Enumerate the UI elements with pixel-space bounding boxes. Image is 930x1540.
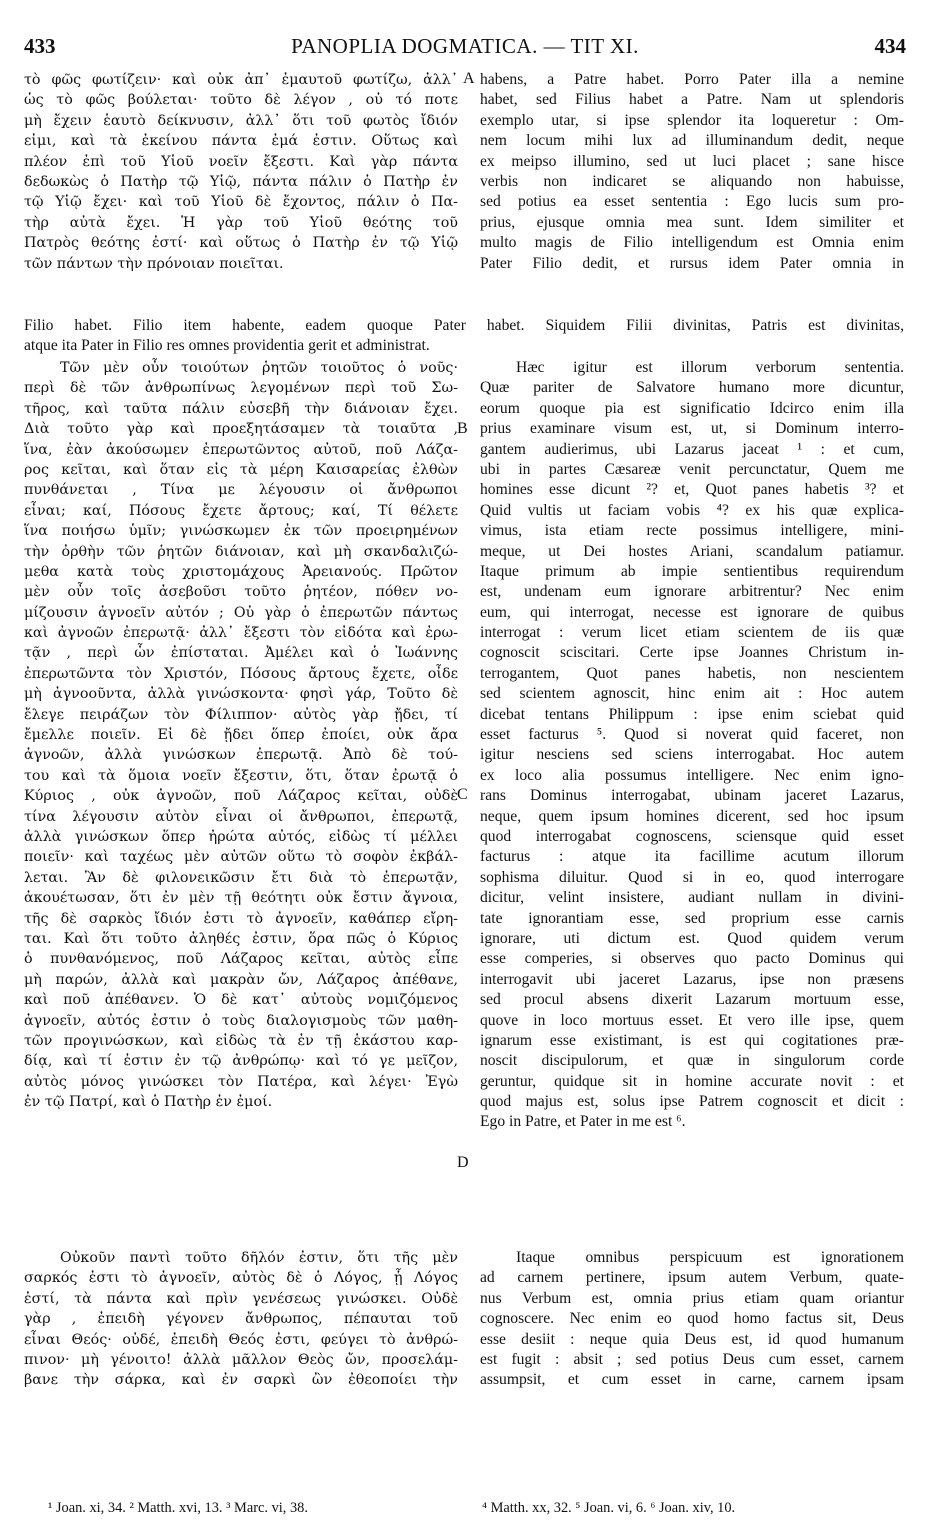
text-line: τῆρος, καὶ ταῦτα πάλιν εὐσεβῆ τὴν διάνοιαν ἔχει.	[24, 400, 458, 417]
text-line: ubi in partes Cæsareæ venit percunctatur, Quem me	[480, 460, 904, 478]
footnotes-right: ⁴ Matth. xx, 32. ⁵ Joan. vi, 6. ⁶ Joan. xiv, 10.	[482, 1500, 736, 1516]
text-line: ἐν τῷ Πατρί, καὶ ὁ Πατὴρ ἐν ἐμοί.	[24, 1094, 273, 1111]
text-line: ex meipso illumino, sed ut luci placet ; sane hisce	[480, 152, 904, 170]
page-header	[24, 34, 906, 60]
footnotes-left: ¹ Joan. xi, 34. ² Matth. xvi, 13. ³ Marc. vi, 38.	[48, 1500, 308, 1516]
text-line: vimus, ista etiam recte possimus intelligere, mini-	[480, 522, 904, 540]
text-line: μὲν οὖν τοῖς ἀσεβοῦσι τοῦτο ῥητέον, πόθεν νο-	[24, 584, 458, 601]
text-line: πινον· μὴ γένοιτο! ἀλλὰ μᾶλλον Θεὸς ὤν, προσελάμ-	[24, 1351, 458, 1368]
text-line: est, undenam eum ignorare arbitrentur? Nec enim	[480, 583, 904, 601]
text-line: assumpsit, et cum esset in carne, carnem ipsam	[480, 1371, 904, 1389]
text-line: τὸ φῶς φωτίζειν· καὶ οὐκ ἀπ᾽ ἐμαυτοῦ φωτίζω, ἀλλ᾽	[24, 72, 458, 88]
text-line: Οὐκοῦν παντὶ τοῦτο δῆλόν ἐστιν, ὅτι τῆς μὲν	[60, 1250, 458, 1266]
text-line: multo magis de Filio intelligendum est Omnia enim	[480, 234, 904, 252]
text-line: ἀγνοεῖν, αὐτός ἐστιν ὁ τοὺς διαλογισμοὺς τῶν μαθη-	[24, 1012, 458, 1029]
text-line: meque, ut Dei hostes Ariani, scandalum patiamur.	[480, 542, 904, 560]
text-line: καὶ ποῦ ἀπέθανεν. Ὁ δὲ κατ᾽ αὐτοὺς νομιζόμενος	[24, 992, 458, 1009]
text-line: αὐτὸς μόνος γινώσκει τὸν Πατέρα, καὶ λέγει· Ἐγὼ	[24, 1073, 458, 1090]
text-line: Τῶν μὲν οὖν τοιούτων ῥητῶν τοιοῦτος ὁ νοῦς·	[60, 360, 458, 376]
greek-column-main	[24, 358, 458, 1112]
text-line: τῶν προγινώσκων, καὶ εἰδὼς τὰ ἐν τῇ ἑκάστου καρ-	[24, 1032, 458, 1049]
text-line: exemplo utar, si ipse splendor ita loqueretur : Om-	[480, 111, 904, 129]
text-line: τὴρ αὐτὰ ἔχει. Ἡ γὰρ τοῦ Υἱοῦ θεότης τοῦ	[24, 214, 458, 231]
text-line: esset facturus ⁵. Quod si noverat quid faceret, non	[480, 726, 904, 744]
text-line: Itaque omnibus perspicuum est ignorationem	[516, 1249, 904, 1266]
text-line: ignarum esse existimant, is est qui cogitationes præ-	[480, 1031, 904, 1049]
text-line: σαρκός ἐστι τὸ ἀγνοεῖν, αὐτὸς δὲ ὁ Λόγος, ᾗ Λόγος	[24, 1270, 458, 1287]
text-line: ἐστί, τὰ πάντα καὶ πρὶν γενέσεως γινώσκει. Οὐδὲ	[24, 1290, 458, 1307]
page-number-left: 433	[24, 34, 56, 58]
text-line: sophisma diluitur. Quod si in eo, quod interrogare	[480, 868, 904, 886]
text-line: quod majus est, solus ipse Patrem cognoscit et dicit :	[480, 1093, 904, 1111]
text-line: verbis non indicaret se aliquando non habuisse,	[480, 172, 904, 190]
text-line: ρος κεῖται, καὶ ὅταν εἰς τὰ μέρη Καισαρείας ἐλθὼν	[24, 461, 458, 478]
page-number-right: 434	[874, 34, 906, 58]
text-line: Διὰ τοῦτο γὰρ καὶ προεξητάσαμεν τὰ τοιαῦτα ,	[24, 421, 458, 438]
text-line: terrogantem, Quot panes habetis, non nescientem	[480, 664, 904, 682]
text-line: eorum quoque pia est significatio Idcirco enim illa	[480, 399, 904, 417]
text-line: noscit discipulorum, et quæ in singulorum corde	[480, 1052, 904, 1070]
text-line: homines esse dicunt ²? et, Quot panes habetis ³? et	[480, 481, 904, 499]
text-line: περὶ δὲ τῶν ἀνθρωπίνως λεγομένων περὶ τοῦ Σω-	[24, 380, 458, 397]
text-line: ἀγνοῶν, ἀλλὰ γινώσκων ἐπερωτᾷ. Ἀπὸ δὲ τού-	[24, 747, 458, 764]
text-line: εἶναι Θεός· οὐδέ, ἐπειδὴ Θεός ἐστι, φεύγει τὸ ἀνθρώ-	[24, 1331, 458, 1348]
text-line: ἵνα ποιήσω ὑμῖν; γινώσκωμεν ἐκ τῶν προειρημένων	[24, 523, 458, 540]
margin-marker-a: A	[463, 70, 475, 87]
text-line: πυνθάνεται , Τίνα με λέγουσιν οἱ ἄνθρωποι	[24, 482, 458, 499]
margin-marker-d: D	[457, 1154, 469, 1171]
text-line: μὴ παρών, ἀλλὰ καὶ μακρὰν ὤν, Λάζαρος ἀπέθανε,	[24, 971, 458, 988]
latin-full-width-text	[24, 316, 904, 357]
text-line: interrogavit ubi jaceret Lazarus, ipse non præsens	[480, 970, 904, 988]
text-line: ἀλλὰ γινώσκων ὅπερ ἠρώτα αὐτός, εἰδὼς τί μέλλει	[24, 828, 458, 845]
text-line: τῶν πάντων τὴν πρόνοιαν ποιεῖται.	[24, 255, 284, 272]
text-line: λεται. Ἂν δὲ φιλονεικῶσιν ἔτι διὰ τὸ ἐπερωτᾷν,	[24, 869, 458, 886]
text-line: geruntur, quidque sit in homine accurate novit : et	[480, 1072, 904, 1090]
text-line: Ego in Patre, et Pater in me est ⁶.	[480, 1113, 686, 1131]
text-line: ἔλεγε πειράζων τὸν Φίλιππον· αὐτὸς γὰρ ᾔδει, τί	[24, 706, 458, 723]
text-line: μίζουσιν ἀγνοεῖν αὐτόν ; Οὐ γὰρ ὁ ἐπερωτῶν πάντως	[24, 604, 458, 621]
text-line: ὁ πυνθανόμενος, ποῦ Λάζαρος κεῖται, αὐτὸς εἶπε	[24, 951, 458, 968]
text-line: esse comperies, si observes quo pacto Dominus qui	[480, 950, 904, 968]
margin-marker-b: B	[457, 420, 468, 437]
text-line: facturus : atque ita facillime acutum illorum	[480, 848, 904, 866]
text-line: esse desiit : neque quia Deus est, id quod humanum	[480, 1330, 904, 1348]
text-line: τὴν ὀρθὴν τῶν ῥητῶν διάνοιαν, καὶ μὴ σκανδαλιζώ-	[24, 543, 458, 560]
text-line: ἵνα, ἐὰν ἀκούσωμεν ἐπερωτῶντος αὐτοῦ, ποῦ Λάζα-	[24, 441, 458, 458]
text-line: gantem audierimus, ubi Lazarus jaceat ¹ : et cum,	[480, 440, 904, 458]
text-line: prius examinare visum est, ut, si Dominum interro-	[480, 420, 904, 438]
text-line: interrogat : verum licet etiam scientem de iis quæ	[480, 624, 904, 642]
text-line: dicebat tentans Philippum : ipse enim sciebat quid	[480, 705, 904, 723]
text-line: Hæc igitur est illorum verborum sententia.	[516, 359, 904, 376]
text-line: τᾷν , περὶ ὧν ἐπίσταται. Ἀμέλει καὶ ὁ Ἰωάννης	[24, 645, 458, 662]
text-line: τίνα λέγουσιν αὐτὸν εἶναι οἱ ἄνθρωποι, ἐπερωτᾷ,	[24, 808, 458, 825]
text-line: rans Dominus interrogabat, ubinam jaceret Lazarus,	[480, 787, 904, 805]
margin-marker-c: C	[457, 786, 468, 803]
text-line: μεθα κατὰ τοὺς χριστομάχους Ἀρειανούς. Πρῶτον	[24, 563, 458, 580]
greek-column-last	[24, 1248, 458, 1391]
latin-column-last	[480, 1248, 904, 1391]
text-line: τῆς δὲ σαρκὸς ἴδιόν ἐστι τὸ ἀγνοεῖν, καθάπερ εἴρη-	[24, 910, 458, 927]
text-line: ποιεῖν· καὶ ταχέως μὲν αὐτῶν οὕτω τὸ σοφὸν ἐκβάλ-	[24, 849, 458, 866]
text-line: quod interrogabat cognoscens, sciensque quid esset	[480, 827, 904, 845]
text-line: Κύριος , οὐκ ἀγνοῶν, ποῦ Λάζαρος κεῖται, οὐδὲ	[24, 788, 458, 805]
text-line: τῷ Υἱῷ ἔχει· καὶ τοῦ Υἱοῦ δὲ ἔχοντος, πάλιν ὁ Πα-	[24, 194, 458, 211]
text-line: neque, quem ipsum homines dicerent, sed hoc ipsum	[480, 807, 904, 825]
text-line: μὴ ἀγνοοῦντα, ἀλλὰ γινώσκοντα· φησὶ γάρ, Τοῦτο δὲ	[24, 686, 458, 703]
text-line: quove in loco mortuus esset. Et vero ille ipse, quem	[480, 1011, 904, 1029]
text-line: ad carnem pertinere, ipsum autem Verbum, quate-	[480, 1269, 904, 1287]
text-line: ignorare, uti dictum est. Quod quidem verum	[480, 929, 904, 947]
text-line: habet, sed Filius habet a Patre. Nam ut splendoris	[480, 91, 904, 109]
text-line: ὡς τὸ φῶς βούλεται· τοῦτο δὲ λέγον , οὐ τό ποτε	[24, 92, 458, 109]
text-line: ται. Καὶ ὅτι τοῦτο ἀληθές ἐστιν, ὅρα πῶς ὁ Κύριος	[24, 930, 458, 947]
text-line: atque ita Pater in Filio res omnes providentia gerit et administrat.	[24, 337, 430, 355]
text-line: Itaque primum ab impie sentientibus requirendum	[480, 562, 904, 580]
text-line: δίᾳ, καὶ τί ἐστιν ἐν τῷ ἀνθρώπῳ· καὶ τό γε μεῖζον,	[24, 1053, 458, 1070]
latin-column-top	[480, 70, 904, 274]
text-line: εἶναι; καί, Πόσους ἔχετε ἄρτους; καί, Τί θέλετε	[24, 502, 458, 519]
text-line: nem locum mihi lux ad illuminandum dedit, neque	[480, 132, 904, 150]
text-line: prius, ejusque omnia mea sunt. Idem similiter et	[480, 213, 904, 231]
text-line: καὶ ἀγνοῶν ἐπερωτᾷ· ἀλλ᾽ ἔξεστι τὸν εἰδότα καὶ ἐρω-	[24, 625, 458, 642]
text-line: Pater Filio dedit, et rursus idem Pater omnia in	[480, 254, 904, 272]
text-line: ἔμελλε ποιεῖν. Εἰ δὲ ᾔδει ὅπερ ἐποίει, οὐκ ἄρα	[24, 727, 458, 744]
text-line: dicitur, velint insistere, audiant nullam in divini-	[480, 889, 904, 907]
text-line: εἰμι, καὶ τὰ ἐκείνου πάντα ἐμά ἐστιν. Οὕτως καὶ	[24, 133, 458, 150]
text-line: βανε τὴν σάρκα, καὶ ἐν σαρκὶ ὢν ἐθεοποίει τὴν	[24, 1372, 458, 1389]
text-line: cognoscit sciscitari. Certe ipse Joannes Christum in-	[480, 644, 904, 662]
greek-column-top	[24, 70, 458, 274]
text-line: Quæ pariter de Salvatore humano more dicuntur,	[480, 379, 904, 397]
text-line: sed procul absens dixerit Lazarum mortuum esse,	[480, 991, 904, 1009]
text-line: πλέον ἐπὶ τοῦ Υἱοῦ νοεῖν ἔξεστι. Καὶ γὰρ πάντα	[24, 153, 458, 170]
text-line: sed scientem agnoscit, hinc enim ait : Hoc autem	[480, 685, 904, 703]
text-line: του καὶ τὰ ὅμοια νοεῖν ἔξεστιν, ὅτι, ὅταν ἐρωτᾷ ὁ	[24, 767, 458, 784]
text-line: γὰρ , ἐπειδὴ γέγονεν ἄνθρωπος, πέπαυται τοῦ	[24, 1311, 458, 1328]
text-line: ἀκουέτωσαν, ὅτι ἐν μὲν τῇ θεότητι οὐκ ἔστιν ἄγνοια,	[24, 890, 458, 907]
text-line: eum, qui interrogat, necesse est ignorare de quibus	[480, 603, 904, 621]
text-line: nus Verbum est, omnia prius etiam quam oriantur	[480, 1289, 904, 1307]
text-line: ex loco alia possumus intelligere. Nec enim igno-	[480, 766, 904, 784]
text-line: Filio habet. Filio item habente, eadem quoque Pater habet. Siquidem Filii divinitas, Patris est divinitas,	[24, 317, 904, 334]
latin-column-main	[480, 358, 904, 1133]
text-line: tate ignorantiam esse, sed proprium esse carnis	[480, 909, 904, 927]
text-line: Πατρὸς θεότης ἐστί· καὶ οὕτως ὁ Πατὴρ ἐν τῷ Υἱῷ	[24, 235, 458, 252]
text-line: μὴ ἔχειν ἑαυτὸ δείκνυσιν, ἀλλ᾽ ὅτι τοῦ φωτὸς ἴδιόν	[24, 112, 458, 129]
text-line: sed potius ea esset sententia : Ego lucis sum pro-	[480, 193, 904, 211]
text-line: igitur nesciens sed sciens interrogabat. Hoc autem	[480, 746, 904, 764]
text-line: cognoscere. Nec enim eo quod homo factus sit, Deus	[480, 1310, 904, 1328]
text-line: est fugit : absit ; sed potius Deus cum esset, carnem	[480, 1350, 904, 1368]
running-title: PANOPLIA DOGMATICA. — TIT XI.	[291, 34, 639, 58]
text-line: habens, a Patre habet. Porro Pater illa a nemine	[480, 71, 904, 88]
text-line: δεδωκὼς ὁ Πατὴρ τῷ Υἱῷ, πάντα πάλιν ὁ Πατὴρ ἐν	[24, 173, 458, 190]
text-line: ἐπερωτῶντα τὸν Χριστόν, Πόσους ἄρτους ἔχετε, οἶδε	[24, 665, 458, 682]
text-line: Quid vultis ut faciam vobis ⁴? ex his quæ explica-	[480, 501, 904, 519]
